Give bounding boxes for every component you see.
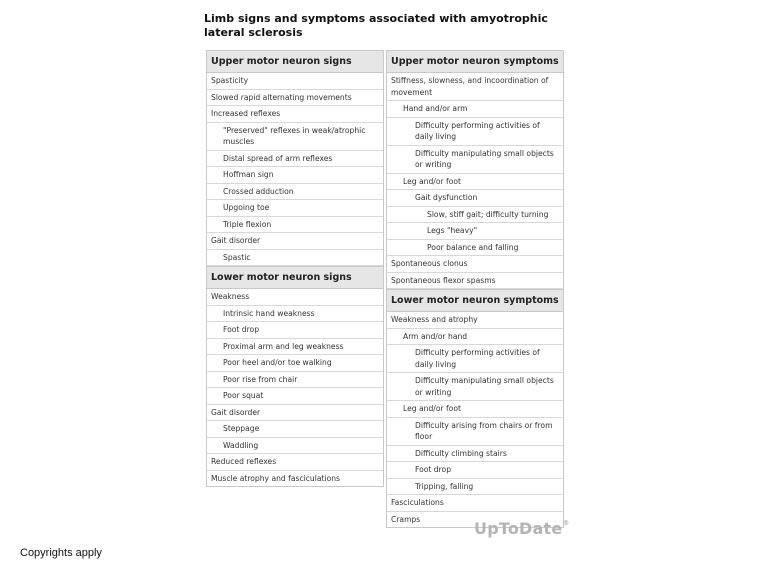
table-row: Cramps [391, 514, 421, 524]
table-row: Arm and/or hand [387, 329, 563, 346]
table-row: Fasciculations [387, 495, 563, 512]
table-row: Upgoing toe [207, 200, 383, 217]
signs-table [206, 50, 384, 487]
table-row: Distal spread of arm reflexes [207, 151, 383, 168]
table-row: Gait dysfunction [387, 190, 563, 207]
logo-text: UpToDate [474, 519, 563, 538]
table-row: Leg and/or foot [387, 401, 563, 418]
registered-mark: ® [562, 519, 570, 527]
table-row: Waddling [207, 438, 383, 455]
table-row: Gait disorder [207, 405, 383, 422]
table-row: "Preserved" reflexes in weak/atrophic muscles [207, 123, 383, 151]
table-row: Poor balance and falling [387, 240, 563, 257]
table-row: Reduced reflexes [207, 454, 383, 471]
table-row: Difficulty performing activities of daily living [387, 118, 563, 146]
table-row: Leg and/or foot [387, 174, 563, 191]
table-row: Slowed rapid alternating movements [207, 90, 383, 107]
table-row: Poor heel and/or toe walking [207, 355, 383, 372]
table-row: Slow, stiff gait; difficulty turning [387, 207, 563, 224]
table-row: Spastic [207, 250, 383, 267]
symptoms-table [386, 50, 564, 528]
lmn-symptoms-header: Lower motor neuron symptoms [387, 289, 563, 312]
table-row: Foot drop [387, 462, 563, 479]
table-row: Poor rise from chair [207, 372, 383, 389]
table-row: Hand and/or arm [387, 101, 563, 118]
table-row: Difficulty performing activities of daily living [387, 345, 563, 373]
table-row: Hoffman sign [207, 167, 383, 184]
page-title: Limb signs and symptoms associated with amyotrophic lateral sclerosis [204, 12, 548, 39]
table-row: Steppage [207, 421, 383, 438]
table-row: Spasticity [207, 73, 383, 90]
table-row: Difficulty manipulating small objects or writing [387, 373, 563, 401]
table-row: Increased reflexes [207, 106, 383, 123]
table-row: Stiffness, slowness, and incoordination of movement [387, 73, 563, 101]
table-row: Spontaneous clonus [387, 256, 563, 273]
table-row: Muscle atrophy and fasciculations [211, 473, 340, 483]
table-row: Triple flexion [207, 217, 383, 234]
table-row: Tripping, falling [387, 479, 563, 496]
table-row: Intrinsic hand weakness [207, 306, 383, 323]
table-row: Spontaneous flexor spasms [387, 273, 563, 290]
table-row: Difficulty manipulating small objects or writing [387, 146, 563, 174]
table-row: Weakness [207, 289, 383, 306]
lmn-signs-header: Lower motor neuron signs [207, 266, 383, 289]
table-row: Foot drop [207, 322, 383, 339]
table-row: Weakness and atrophy [387, 312, 563, 329]
umn-signs-header: Upper motor neuron signs [207, 50, 383, 73]
table-row: Gait disorder [207, 233, 383, 250]
copyright-notice: Copyrights apply [20, 547, 102, 559]
umn-symptoms-header: Upper motor neuron symptoms [387, 50, 563, 73]
table-row: Difficulty climbing stairs [387, 446, 563, 463]
table-row: Proximal arm and leg weakness [207, 339, 383, 356]
table-row: Crossed adduction [207, 184, 383, 201]
table-row: Poor squat [207, 388, 383, 405]
uptodate-logo [474, 519, 570, 538]
table-row: Legs "heavy" [387, 223, 563, 240]
table-row: Difficulty arising from chairs or from floor [387, 418, 563, 446]
